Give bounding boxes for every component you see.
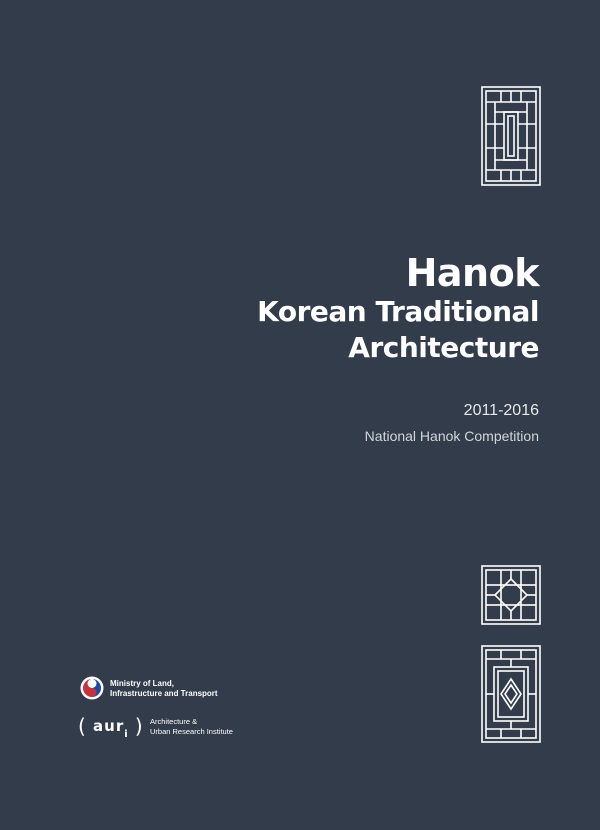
cover-title: Hanok xyxy=(405,251,539,295)
taegeuk-emblem-icon xyxy=(80,676,104,700)
ministry-logo xyxy=(80,676,260,704)
auri-logo-text: aur xyxy=(93,717,125,735)
auri-name: Architecture & Urban Research Institute xyxy=(150,717,233,736)
auri-logo-block xyxy=(78,714,278,742)
auri-logo: ( aur$_i$ ) xyxy=(78,714,144,740)
cover-subtitle-line2: Architecture xyxy=(348,331,539,364)
ministry-name: Ministry of Land, Infrastructure and Transport xyxy=(110,679,218,698)
title-block xyxy=(257,252,539,366)
competition-name: National Hanok Competition xyxy=(364,428,539,444)
cover-subtitle-line1: Korean Traditional xyxy=(257,295,539,328)
window-lattice-top-icon xyxy=(481,86,541,186)
years-range: 2011-2016 xyxy=(463,402,539,419)
auri-logo-subscript: i xyxy=(124,729,129,740)
window-lattice-middle-icon xyxy=(481,565,541,625)
window-lattice-bottom-icon xyxy=(481,645,541,743)
